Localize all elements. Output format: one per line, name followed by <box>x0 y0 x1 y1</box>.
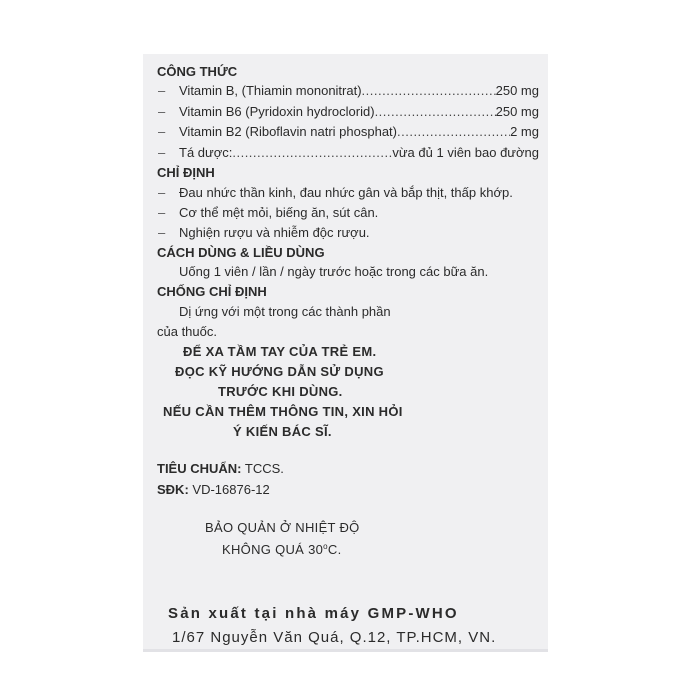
dosage-heading: CÁCH DÙNG & LIỀU DÙNG <box>157 245 325 260</box>
composition-item <box>179 104 539 120</box>
contraindications-heading: CHỐNG CHỈ ĐỊNH <box>157 284 267 299</box>
indication-item: Cơ thể mệt mỏi, biếng ăn, sút cân. <box>179 205 379 220</box>
standard-label: TIÊU CHUẨN: <box>157 461 242 476</box>
standard-row <box>157 461 284 477</box>
package-panel-edge <box>143 649 548 652</box>
bullet-dash: – <box>158 205 166 220</box>
warning-line: ĐỌC KỸ HƯỚNG DẪN SỬ DỤNG <box>175 364 384 379</box>
leader-dots <box>362 83 496 99</box>
composition-item-name: Vitamin B, (Thiamin mononitrat) <box>179 83 362 98</box>
storage-unit: C. <box>327 542 342 557</box>
indications-heading: CHỈ ĐỊNH <box>157 165 215 180</box>
composition-item-amount: vừa đủ 1 viên bao đường <box>392 145 539 160</box>
indication-item: Nghiện rượu và nhiễm độc rượu. <box>179 225 370 240</box>
leader-dots <box>375 104 496 120</box>
composition-item-name: Vitamin B6 (Pyridoxin hydroclorid) <box>179 104 375 119</box>
bullet-dash: – <box>158 124 166 139</box>
warning-line: TRƯỚC KHI DÙNG. <box>218 384 343 399</box>
composition-heading: CÔNG THỨC <box>157 64 238 79</box>
bullet-dash: – <box>158 104 166 119</box>
bullet-dash: – <box>158 145 166 160</box>
composition-item-amount: 2 mg <box>510 124 539 139</box>
bullet-dash: – <box>158 225 166 240</box>
leader-dots <box>397 124 510 140</box>
registration-label: SĐK: <box>157 482 189 497</box>
composition-item <box>179 145 539 161</box>
composition-item-name: Tá dược: <box>179 145 233 160</box>
bullet-dash: – <box>158 185 166 200</box>
manufacturer-address: 1/67 Nguyễn Văn Quá, Q.12, TP.HCM, VN. <box>172 629 497 646</box>
storage-line: BẢO QUẢN Ở NHIỆT ĐỘ <box>205 520 360 535</box>
warning-line: ĐỂ XA TẦM TAY CỦA TRẺ EM. <box>183 344 377 359</box>
storage-line <box>222 539 342 558</box>
manufacturer-line: Sản xuất tại nhà máy GMP-WHO <box>168 605 459 622</box>
standard-value: TCCS. <box>244 461 284 476</box>
warning-line: NẾU CẦN THÊM THÔNG TIN, XIN HỎI <box>163 404 403 419</box>
composition-item <box>179 124 539 140</box>
composition-item-amount: 250 mg <box>495 83 539 98</box>
contraindications-line: của thuốc. <box>157 324 217 339</box>
registration-value: VD-16876-12 <box>192 482 270 497</box>
dosage-text: Uống 1 viên / lần / ngày trước hoặc trong các bữa ăn. <box>179 264 489 279</box>
leader-dots <box>232 145 392 161</box>
warning-line: Ý KIẾN BÁC SĨ. <box>233 424 332 439</box>
composition-item-amount: 250 mg <box>495 104 539 119</box>
indication-item: Đau nhức thần kinh, đau nhức gân và bắp thịt, thấp khớp. <box>179 185 513 200</box>
registration-row <box>157 482 270 498</box>
composition-item-name: Vitamin B2 (Riboflavin natri phosphat) <box>179 124 397 139</box>
composition-item <box>179 83 539 99</box>
bullet-dash: – <box>158 83 166 98</box>
degree-sign: o <box>323 542 328 551</box>
storage-text: KHÔNG QUÁ 30 <box>222 542 324 557</box>
contraindications-line: Dị ứng với một trong các thành phần <box>179 304 391 319</box>
